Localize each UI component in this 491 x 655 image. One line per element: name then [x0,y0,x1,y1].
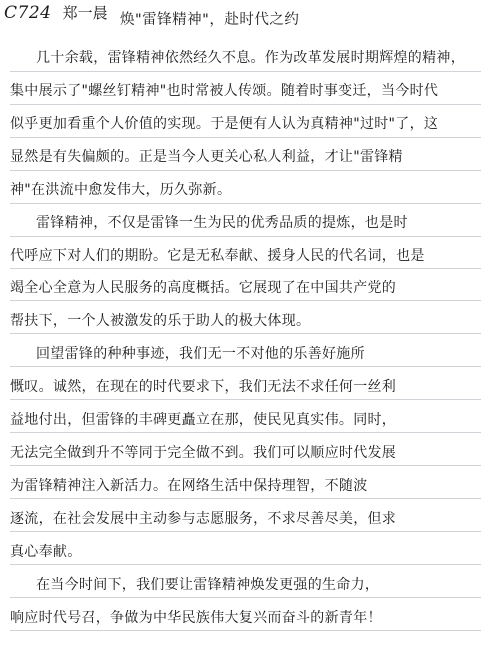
essay-line: 几十余载，雷锋精神依然经久不息。作为改革发展时期辉煌的精神， [36,50,465,66]
ruled-line [10,498,481,499]
ruled-line [10,366,481,367]
author-name: 郑一晨 [62,4,108,22]
ruled-line [10,630,481,631]
essay-code: C724 [4,3,52,23]
essay-line: 显然是有失偏颇的。正是当今人更关心私人利益，才让"雷锋精 [10,149,403,165]
essay-line: 帮扶下，一个人被激发的乐于助人的极大体现。 [10,313,311,329]
ruled-line [10,71,481,72]
essay-line: 真心奉献。 [10,544,82,560]
essay-line: 似乎更加看重个人价值的实现。于是便有人认为真精神"过时"了，这 [10,116,439,132]
ruled-line [10,465,481,466]
essay-line: 回望雷锋的种种事迹，我们无一不对他的乐善好施所 [36,346,365,362]
ruled-line [10,333,481,334]
essay-line: 代呼应下对人们的期盼。它是无私奉献、援身人民的代名词，也是 [10,248,425,264]
essay-header [4,2,108,28]
essay-line: 集中展示了"螺丝钉精神"也时常被人传颂。随着时事变迁，当今时代 [10,83,439,99]
essay-line: 响应时代号召，争做为中华民族伟大复兴而奋斗的新青年！ [10,610,382,626]
essay-title: 焕"雷锋精神"，赴时代之约 [120,12,300,28]
ruled-line [10,236,481,237]
ruled-line [10,203,481,204]
essay-line: 慨叹。诚然，在现在的时代要求下，我们无法不求任何一丝利 [10,379,397,395]
essay-line: 在当今时间下，我们要让雷锋精神焕发更强的生命力， [36,577,380,593]
essay-line: 为雷锋精神注入新活力。在网络生活中保持理智，不随波 [10,478,368,494]
ruled-line [10,137,481,138]
ruled-line [10,170,481,171]
ruled-line [10,597,481,598]
ruled-line [10,432,481,433]
ruled-line [10,268,481,269]
essay-line: 雷锋精神，不仅是雷锋一生为民的优秀品质的提炼，也是时 [36,215,408,231]
essay-line: 无法完全做到升不等同于完全做不到。我们可以顺应时代发展 [10,445,397,461]
ruled-line [10,564,481,565]
essay-line: 神"在洪流中愈发伟大，历久弥新。 [10,182,232,198]
essay-line: 竭全心全意为人民服务的高度概括。它展现了在中国共产党的 [10,280,397,296]
ruled-line [10,104,481,105]
ruled-line [10,531,481,532]
ruled-line [10,300,481,301]
essay-line: 逐流，在社会发展中主动参与志愿服务，不求尽善尽美，但求 [10,511,397,527]
ruled-line [10,399,481,400]
essay-line: 益地付出，但雷锋的丰碑更矗立在那，使民见真实伟。同时， [10,412,397,428]
